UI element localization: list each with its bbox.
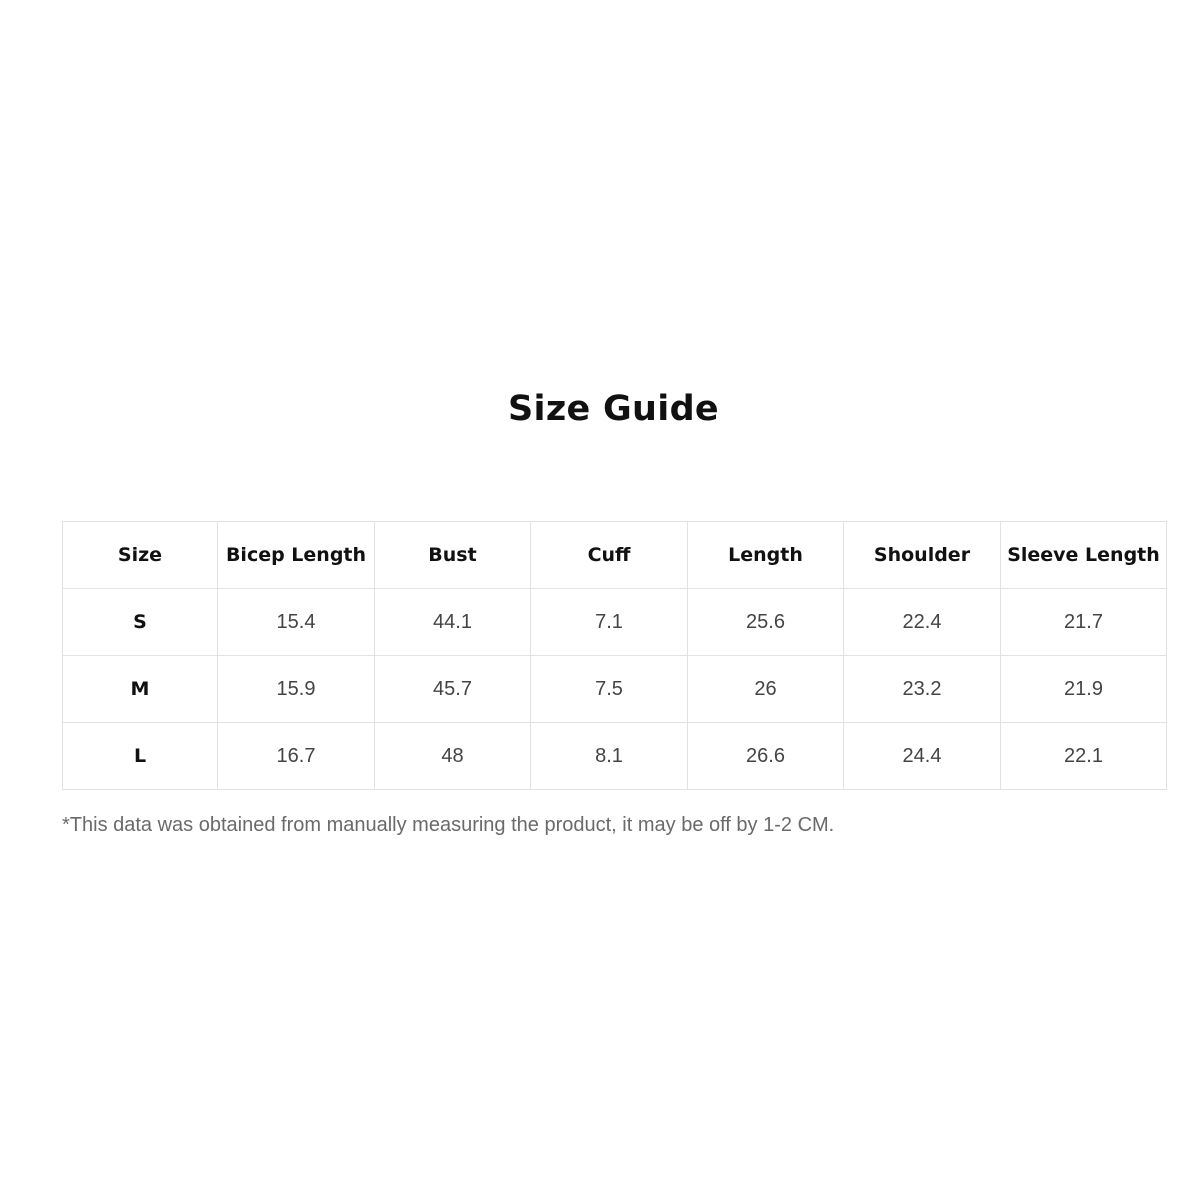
table-cell: 7.1 [531,589,688,656]
table-row [63,656,1167,723]
table-cell: 8.1 [531,723,688,790]
column-header-bicep-length: Bicep Length [218,522,375,589]
table-cell: 45.7 [375,656,531,723]
measurement-disclaimer: *This data was obtained from manually measuring the product, it may be off by 1-2 CM. [62,814,835,836]
table-cell: 26.6 [688,723,844,790]
table-cell: 21.7 [1001,589,1167,656]
table-cell: 7.5 [531,656,688,723]
table-header-row [63,522,1167,589]
column-header-length: Length [688,522,844,589]
table-cell: 21.9 [1001,656,1167,723]
table-cell: 48 [375,723,531,790]
size-label: S [63,589,218,656]
table-cell: 24.4 [844,723,1001,790]
table-row [63,589,1167,656]
table-cell: 22.1 [1001,723,1167,790]
column-header-shoulder: Shoulder [844,522,1001,589]
table-cell: 15.9 [218,656,375,723]
table-cell: 22.4 [844,589,1001,656]
table-cell: 44.1 [375,589,531,656]
column-header-sleeve-length: Sleeve Length [1001,522,1167,589]
table-cell: 15.4 [218,589,375,656]
column-header-cuff: Cuff [531,522,688,589]
table-cell: 23.2 [844,656,1001,723]
page-title: Size Guide [508,389,719,429]
table-cell: 25.6 [688,589,844,656]
size-label: M [63,656,218,723]
table-cell: 26 [688,656,844,723]
table-cell: 16.7 [218,723,375,790]
size-label: L [63,723,218,790]
column-header-size: Size [63,522,218,589]
table-row [63,723,1167,790]
column-header-bust: Bust [375,522,531,589]
size-guide-table [62,521,1167,790]
